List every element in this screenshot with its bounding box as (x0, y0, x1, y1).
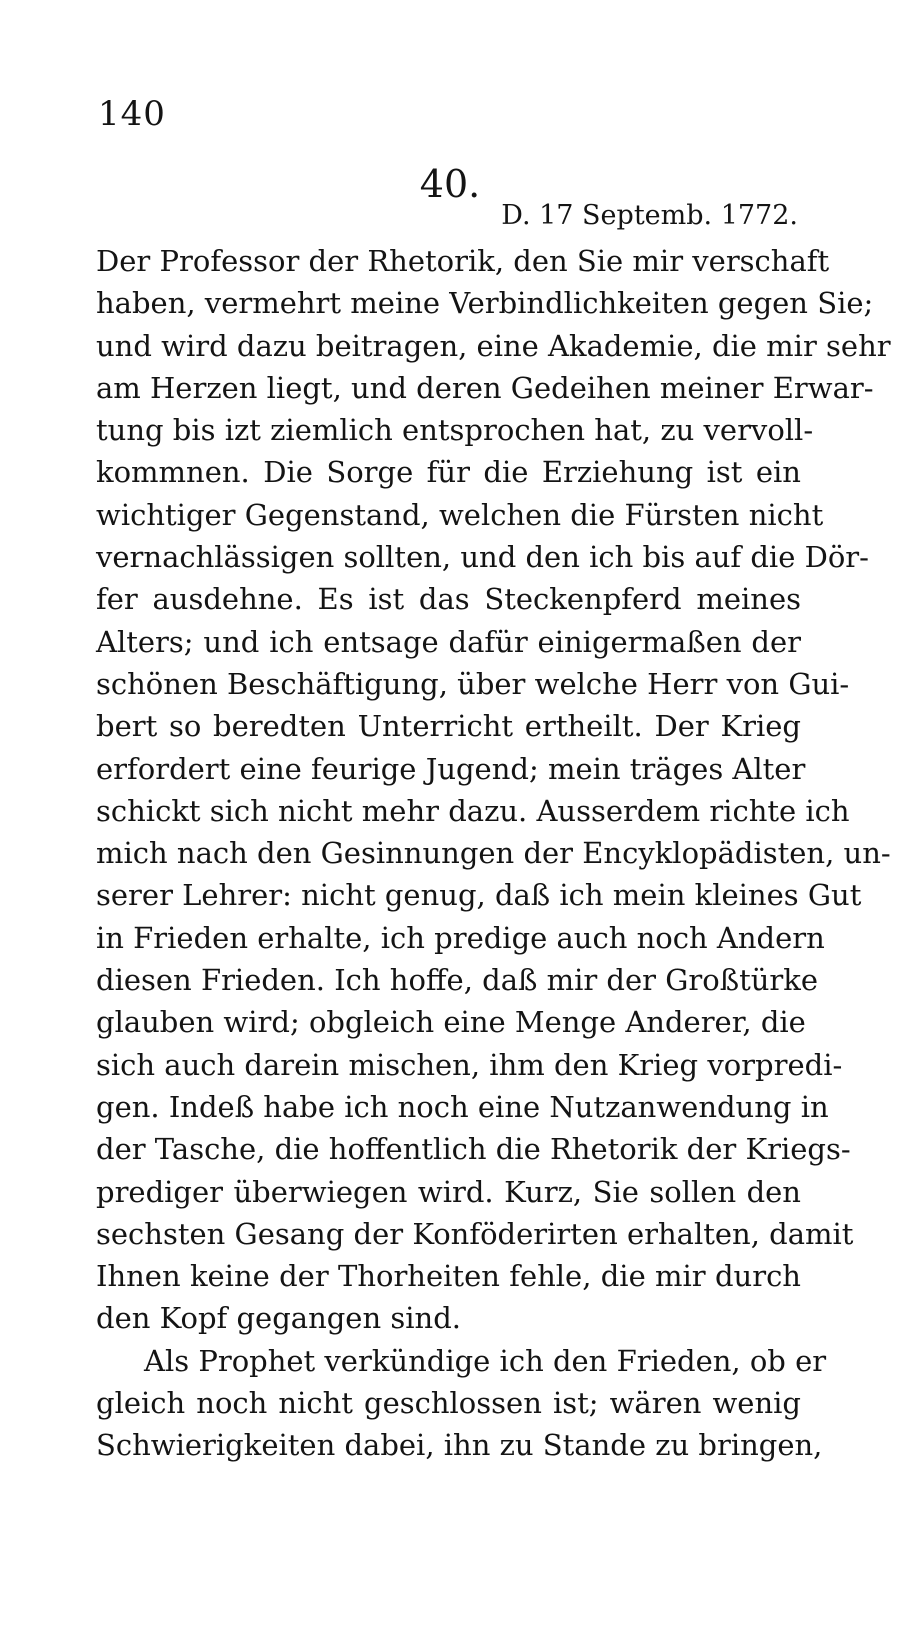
text-line: kommnen. Die Sorge für die Erziehung ist ein (96, 455, 801, 490)
letter-body (96, 240, 891, 1467)
letter-number: 40. (419, 162, 481, 206)
text-line: serer Lehrer: nicht genug, daß ich mein kleines Gut (96, 878, 862, 913)
text-line: tung bis izt ziemlich entsprochen hat, zu vervoll- (96, 413, 814, 448)
text-line: Schwierigkeiten dabei, ihn zu Stande zu bringen, (96, 1428, 823, 1463)
text-line: bert so beredten Unterricht ertheilt. Der Krieg (96, 709, 801, 744)
text-line: gleich noch nicht geschlossen ist; wären wenig (96, 1386, 801, 1421)
text-line: haben, vermehrt meine Verbindlichkeiten gegen Sie; (96, 286, 874, 321)
text-line: am Herzen liegt, und deren Gedeihen meiner Erwar- (96, 370, 874, 405)
text-line: Alters; und ich entsage dafür einigermaßen der (96, 624, 801, 659)
text-line: in Frieden erhalte, ich predige auch noch Andern (96, 920, 825, 955)
letter-date: D. 17 Septemb. 1772. (501, 200, 798, 231)
text-line: und wird dazu beitragen, eine Akademie, die mir sehr (96, 328, 891, 363)
text-line: diesen Frieden. Ich hoffe, daß mir der Großtürke (96, 963, 819, 998)
text-line: den Kopf gegangen sind. (96, 1301, 461, 1336)
text-line: sich auch darein mischen, ihm den Krieg vorpredi- (96, 1047, 843, 1082)
text-line: Ihnen keine der Thorheiten fehle, die mir durch (96, 1259, 801, 1294)
text-line: mich nach den Gesinnungen der Encyklopädisten, un- (96, 836, 891, 871)
text-line: schickt sich nicht mehr dazu. Ausserdem richte ich (96, 793, 850, 828)
text-line: prediger überwiegen wird. Kurz, Sie sollen den (96, 1174, 801, 1209)
text-line: schönen Beschäftigung, über welche Herr von Gui- (96, 666, 850, 701)
text-line: Der Professor der Rhetorik, den Sie mir verschaft (96, 244, 830, 278)
text-line: Als Prophet verkündige ich den Frieden, ob er (144, 1343, 827, 1378)
text-line: sechsten Gesang der Konföderirten erhalten, damit (96, 1216, 854, 1251)
text-line: der Tasche, die hoffentlich die Rhetorik der Kriegs- (96, 1132, 851, 1167)
text-line: wichtiger Gegenstand, welchen die Fürsten nicht (96, 497, 824, 532)
page-number: 140 (98, 94, 166, 134)
text-line: glauben wird; obgleich eine Menge Anderer, die (96, 1005, 806, 1040)
text-line: erfordert eine feurige Jugend; mein träges Alter (96, 751, 806, 786)
text-line: vernachlässigen sollten, und den ich bis auf die Dör- (96, 540, 869, 575)
text-line: fer ausdehne. Es ist das Steckenpferd meines (96, 582, 801, 617)
text-line: gen. Indeß habe ich noch eine Nutzanwendung in (96, 1089, 829, 1124)
